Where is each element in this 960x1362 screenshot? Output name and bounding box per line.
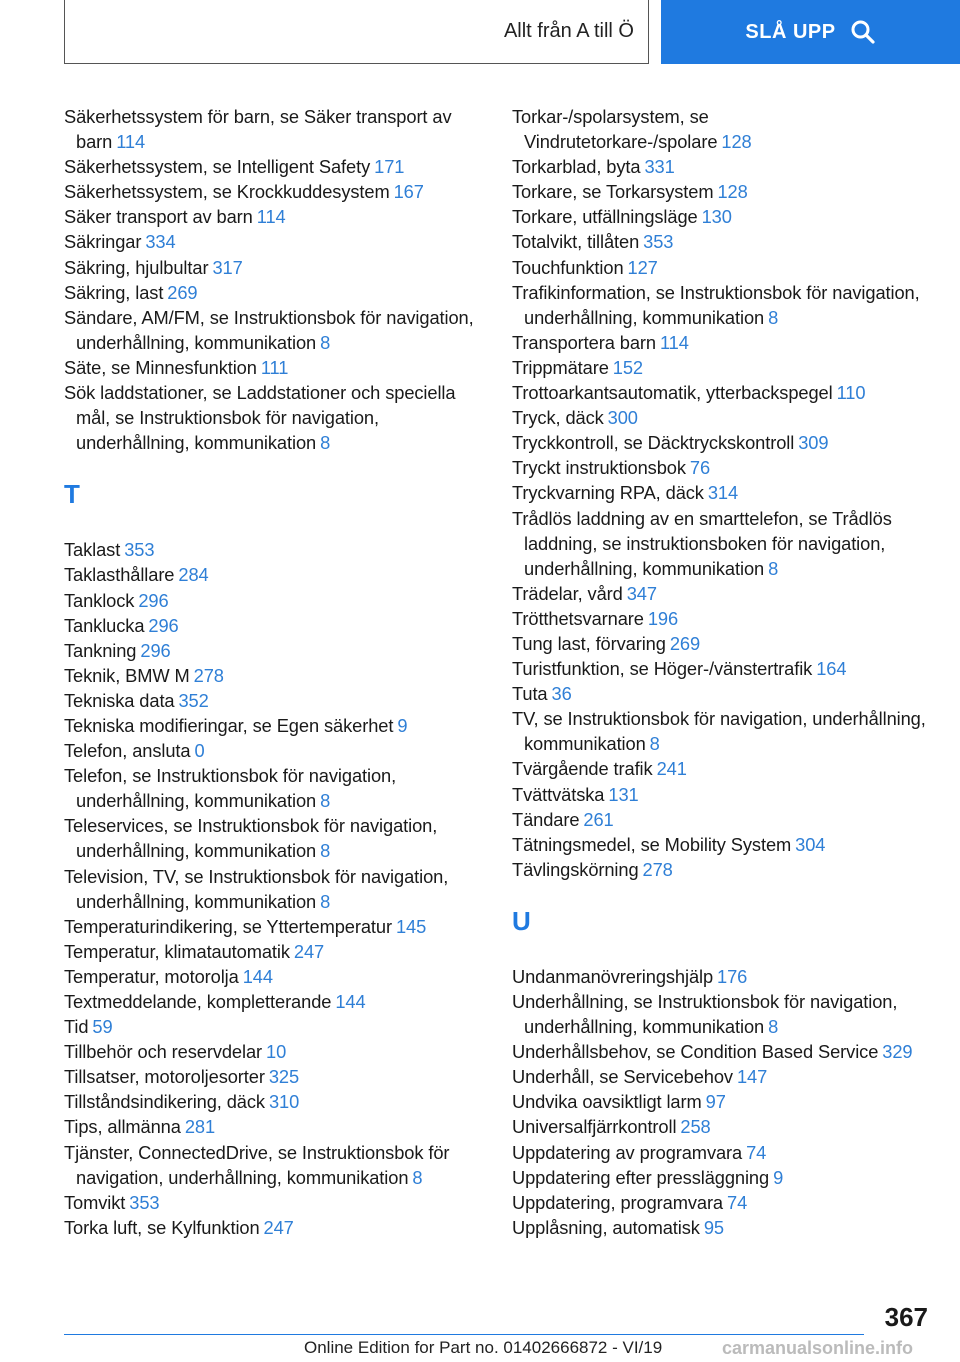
index-entry	[64, 255, 484, 280]
index-entry-text: Trippmätare	[512, 356, 609, 378]
index-entry	[64, 1190, 484, 1215]
index-entry	[512, 964, 932, 989]
index-entry-text: Underhållsbehov, se Condition Based Service	[512, 1041, 879, 1063]
index-entry	[512, 1064, 932, 1089]
index-entry-text: Tryckvarning RPA, däck	[512, 482, 704, 504]
page-link[interactable]: 114	[116, 131, 146, 153]
index-entry	[64, 1215, 484, 1240]
page-link[interactable]: 74	[746, 1141, 767, 1163]
index-entry-text: Säte, se Minnesfunktion	[64, 356, 257, 378]
index-column-left	[64, 104, 484, 1240]
index-entry	[512, 380, 932, 405]
page-link[interactable]: 329	[882, 1041, 913, 1063]
index-entry-text: Säkring, last	[64, 281, 164, 303]
index-entry-text: Säkerhetssystem, se Intelligent Safety	[64, 156, 371, 178]
index-entry-text: Undvika oavsiktligt larm	[512, 1091, 702, 1113]
page-link[interactable]: 325	[268, 1066, 300, 1088]
page-link[interactable]: 247	[293, 940, 325, 962]
page-link[interactable]: 296	[138, 589, 169, 611]
index-entry-text: Temperaturindikering, se Yttertemperatur	[64, 915, 392, 937]
index-entry	[512, 154, 932, 179]
index-entry	[512, 1215, 932, 1240]
az-index-tab[interactable]	[64, 0, 649, 64]
page-link[interactable]: 334	[145, 231, 176, 253]
index-entry-text: Tävlingskörning	[512, 858, 639, 880]
page-link[interactable]: 8	[768, 306, 779, 328]
index-entry	[64, 1014, 484, 1039]
index-entry-text: Touchfunktion	[512, 256, 624, 278]
index-entry	[64, 1140, 484, 1190]
index-entry-text: Tips, allmänna	[64, 1116, 181, 1138]
index-entry-text: Torkare, utfällningsläge	[512, 206, 698, 228]
index-entry-text: Säkerhetssystem, se Krockkuddesystem	[64, 181, 390, 203]
index-entry	[64, 1089, 484, 1114]
index-entry-text: Tekniska data	[64, 689, 175, 711]
index-entry-text: Temperatur, klimatautomatik	[64, 940, 290, 962]
index-entry-text: Tid	[64, 1016, 89, 1038]
index-entry	[512, 857, 932, 882]
index-entry	[512, 179, 932, 204]
page-link[interactable]: 144	[335, 991, 366, 1012]
index-entry	[512, 782, 932, 807]
page-link[interactable]: 145	[395, 915, 427, 937]
index-entry-text: Tätningsmedel, se Mobility System	[512, 833, 792, 855]
page-link[interactable]: 128	[717, 181, 748, 203]
page-link[interactable]: 10	[266, 1041, 287, 1063]
index-entry-text: Uppdatering efter pressläggning	[512, 1166, 770, 1188]
page-number: 367	[884, 1302, 928, 1332]
page-link[interactable]: 0	[194, 740, 205, 762]
index-entry	[64, 280, 484, 305]
index-entry-text: Säkringar	[64, 231, 142, 253]
index-entry-text: Underhåll, se Servicebehov	[512, 1066, 733, 1088]
index-entry	[512, 832, 932, 857]
page-link[interactable]: 261	[583, 808, 614, 830]
index-entry	[512, 756, 932, 781]
page-link[interactable]: 114	[256, 206, 286, 228]
index-entry-text: Tanklock	[64, 589, 135, 611]
index-entry	[64, 638, 484, 663]
index-entry-text: Textmeddelande, kompletterande	[64, 991, 332, 1012]
index-entry	[512, 506, 932, 581]
page-link[interactable]: 304	[795, 833, 826, 855]
section-letter: U	[512, 905, 531, 936]
index-entry-text: Tryckkontroll, se Däcktryckskontroll	[512, 432, 795, 454]
page-link[interactable]: 296	[148, 614, 179, 636]
index-entry-text: Uppdatering, programvara	[512, 1191, 723, 1213]
index-entry-text: Tändare	[512, 808, 580, 830]
index-entry-text: Tillbehör och reservdelar	[64, 1041, 263, 1063]
index-entry-text: Telefon, se Instruktionsbok för navigation, underhållning, kommunikation	[64, 765, 397, 812]
index-entry-text: Tekniska modifieringar, se Egen säkerhet	[64, 714, 394, 736]
index-entry	[64, 1064, 484, 1089]
index-entry	[64, 864, 484, 914]
page-link[interactable]: 284	[178, 564, 209, 586]
page-link[interactable]: 196	[647, 607, 679, 629]
index-entry	[64, 939, 484, 964]
page-link[interactable]: 353	[124, 539, 155, 561]
page-link[interactable]: 309	[798, 432, 829, 454]
page-link[interactable]: 9	[397, 714, 408, 736]
index-entry	[512, 606, 932, 631]
page-link[interactable]: 347	[626, 582, 657, 604]
index-entry-text: Teleservices, se Instruktionsbok för navigation, underhållning, kommunikation	[64, 815, 438, 862]
page-link[interactable]: 164	[816, 658, 847, 680]
index-entry-text: Trafikinformation, se Instruktionsbok för navigation, underhållning, kommunikation	[512, 281, 920, 328]
index-entry	[64, 355, 484, 380]
index-entry	[64, 380, 484, 455]
page-link[interactable]: 144	[242, 965, 273, 987]
page-link[interactable]: 278	[193, 664, 224, 686]
index-entry	[64, 738, 484, 763]
index-entry-text: Tjänster, ConnectedDrive, se Instruktionsbok för navigation, underhållning, kommunikation	[64, 1141, 450, 1188]
index-entry	[512, 104, 932, 154]
footer-edition: Online Edition for Part no. 01402666872 - VI/19	[304, 1338, 663, 1357]
index-entry-text: Trådlös laddning av en smarttelefon, se Trådlös laddning, se instruktionsboken för navigation, underhållning, kommunikation	[512, 507, 892, 579]
page-link[interactable]: 8	[320, 331, 331, 353]
index-entry	[512, 1190, 932, 1215]
page-link[interactable]: 258	[680, 1116, 711, 1138]
section-letter: T	[64, 479, 80, 510]
index-entry-text: Tuta	[512, 683, 548, 705]
index-entry	[64, 154, 484, 179]
page-link[interactable]: 278	[642, 858, 673, 880]
index-entry-text: Trötthetsvarnare	[512, 607, 644, 629]
page-link[interactable]: 147	[736, 1066, 768, 1088]
page-link[interactable]: 167	[393, 181, 424, 203]
index-entry-text: Trädelar, vård	[512, 582, 623, 604]
index-entry	[64, 989, 484, 1014]
index-entry	[64, 204, 484, 229]
index-entry-text: Torkar-/spolarsystem, se Vindrutetorkare-/spolare	[512, 106, 718, 153]
page-link[interactable]: 9	[773, 1166, 784, 1188]
index-entry	[64, 713, 484, 738]
index-entry	[64, 179, 484, 204]
index-entry-text: Telefon, ansluta	[64, 740, 191, 762]
index-entry-text: Torkare, se Torkarsystem	[512, 181, 714, 203]
page-link[interactable]: 59	[92, 1016, 113, 1038]
index-entry	[512, 280, 932, 330]
page-link[interactable]: 127	[627, 256, 658, 278]
page-link[interactable]: 176	[717, 965, 748, 987]
index-entry-text: Sändare, AM/FM, se Instruktionsbok för navigation, underhållning, kommunikation	[64, 306, 474, 353]
footer-divider	[64, 1334, 864, 1335]
page-link[interactable]: 8	[768, 1016, 779, 1038]
index-entry	[64, 1039, 484, 1064]
index-entry	[512, 405, 932, 430]
search-tab[interactable]	[661, 0, 960, 64]
index-entry	[64, 104, 484, 154]
page-link[interactable]: 314	[707, 482, 739, 504]
index-entry-text: Trottoarkantsautomatik, ytterbackspegel	[512, 382, 833, 404]
index-entry	[512, 430, 932, 455]
index-entry-text: Tanklucka	[64, 614, 145, 636]
index-entry	[64, 229, 484, 254]
index-entry-text: Säkring, hjulbultar	[64, 256, 209, 278]
index-entry-text: Transportera barn	[512, 331, 656, 353]
header	[0, 0, 960, 66]
index-entry-text: Undanmanövreringshjälp	[512, 965, 714, 987]
index-entry	[512, 581, 932, 606]
index-entry-text: Taklast	[64, 539, 121, 561]
index-entry-text: Teknik, BMW M	[64, 664, 190, 686]
page-link[interactable]: 8	[320, 840, 331, 862]
page-link[interactable]: 317	[212, 256, 243, 278]
index-entry-text: Sök laddstationer, se Laddstationer och speciella mål, se Instruktionsbok för navigation, underhållning, kommunikation	[64, 382, 456, 454]
index-entry	[512, 204, 932, 229]
index-entry-text: Tvärgående trafik	[512, 758, 653, 780]
page-link[interactable]: 247	[263, 1216, 294, 1238]
page-link[interactable]: 8	[412, 1166, 423, 1188]
search-label: SLÅ UPP	[745, 20, 836, 43]
az-index-label: Allt från A till Ö	[503, 20, 634, 42]
search-icon	[850, 19, 876, 45]
index-entry-text: Tryckt instruktionsbok	[512, 457, 686, 479]
page-link[interactable]: 36	[551, 683, 572, 705]
index-entry	[512, 255, 932, 280]
page-link[interactable]: 8	[649, 733, 660, 755]
index-entry-text: Turistfunktion, se Höger-/vänstertrafik	[512, 658, 813, 680]
index-entry-text: Tvättvätska	[512, 783, 605, 805]
index-entry-text: Television, TV, se Instruktionsbok för navigation, underhållning, kommunikation	[64, 865, 449, 912]
page-link[interactable]: 111	[260, 356, 289, 378]
index-entry	[512, 1165, 932, 1190]
page-link[interactable]: 241	[656, 758, 687, 780]
index-entry	[64, 537, 484, 562]
index-entry	[512, 631, 932, 656]
index-entry	[64, 688, 484, 713]
index-entry-text: Säkerhetssystem för barn, se Säker transport av barn	[64, 106, 452, 153]
page-link[interactable]: 310	[268, 1091, 300, 1113]
page-link[interactable]: 128	[721, 131, 752, 153]
index-entry	[512, 681, 932, 706]
index-entry	[64, 964, 484, 989]
index-entry	[512, 706, 932, 756]
page-link[interactable]: 74	[727, 1191, 748, 1213]
index-entry	[512, 1089, 932, 1114]
index-entry	[64, 813, 484, 863]
page-link[interactable]: 8	[320, 890, 331, 912]
index-entry	[64, 914, 484, 939]
index-entry	[512, 455, 932, 480]
page-link[interactable]: 352	[178, 689, 209, 711]
index-entry	[64, 763, 484, 813]
index-entry	[512, 355, 932, 380]
index-entry	[512, 1114, 932, 1139]
index-entry-text: Torkarblad, byta	[512, 156, 641, 178]
index-entry-text: Tomvikt	[64, 1191, 126, 1213]
index-column-right	[512, 104, 932, 1240]
page-link[interactable]: 281	[184, 1116, 216, 1138]
index-entry	[64, 305, 484, 355]
index-entry	[512, 229, 932, 254]
page-link[interactable]: 296	[140, 639, 171, 661]
page-link[interactable]: 76	[689, 457, 711, 479]
index-entry	[512, 480, 932, 505]
index-entry-text: Säker transport av barn	[64, 206, 253, 228]
index-entry-text: Universalfjärrkontroll	[512, 1116, 677, 1138]
index-entry-text: TV, se Instruktionsbok för navigation, underhållning, kommunikation	[512, 708, 926, 755]
index-entry-text: Taklasthållare	[64, 564, 175, 586]
page-link[interactable]: 269	[167, 281, 198, 303]
watermark: carmanualsonline.info	[722, 1338, 914, 1358]
index-entry	[64, 613, 484, 638]
index-entry-text: Underhållning, se Instruktionsbok för navigation, underhållning, kommunikation	[512, 991, 898, 1038]
index-entry	[512, 1140, 932, 1165]
page-link[interactable]: 152	[612, 356, 643, 378]
page-link[interactable]: 8	[320, 432, 331, 454]
index-entry	[512, 330, 932, 355]
index-entry-text: Temperatur, motorolja	[64, 965, 239, 987]
index-entry	[64, 588, 484, 613]
index-entry-text: Tillsatser, motoroljesorter	[64, 1066, 265, 1088]
index-entry-text: Tung last, förvaring	[512, 632, 666, 654]
page-link[interactable]: 8	[768, 557, 779, 579]
index-entry-text: Upplåsning, automatisk	[512, 1216, 700, 1238]
index-entry-text: Tankning	[64, 639, 137, 661]
index-entry	[64, 562, 484, 587]
index-entry-text: Totalvikt, tillåten	[512, 231, 640, 253]
page-link[interactable]: 269	[669, 632, 701, 654]
page-link[interactable]: 8	[320, 790, 331, 812]
page-link[interactable]: 353	[129, 1191, 160, 1213]
page-link[interactable]: 97	[705, 1091, 726, 1113]
page-link[interactable]: 300	[607, 407, 638, 429]
page-link[interactable]: 331	[644, 156, 675, 178]
index-entry	[512, 807, 932, 832]
page-link[interactable]: 110	[836, 382, 866, 404]
index-entry	[64, 1114, 484, 1139]
index-entry	[512, 989, 932, 1039]
page-link[interactable]: 131	[608, 783, 639, 805]
index-entry-text: Uppdatering av programvara	[512, 1141, 743, 1163]
index-entry	[64, 663, 484, 688]
index-entry-text: Tryck, däck	[512, 407, 604, 429]
index-entry	[512, 1039, 932, 1064]
page-link[interactable]: 353	[643, 231, 674, 253]
page-link[interactable]: 130	[701, 206, 732, 228]
index-entry-text: Torka luft, se Kylfunktion	[64, 1216, 260, 1238]
index-entry	[512, 656, 932, 681]
page-link[interactable]: 171	[374, 156, 405, 178]
index-entry-text: Tillståndsindikering, däck	[64, 1091, 265, 1113]
page-link[interactable]: 95	[703, 1216, 724, 1238]
page-link[interactable]: 114	[659, 331, 689, 353]
